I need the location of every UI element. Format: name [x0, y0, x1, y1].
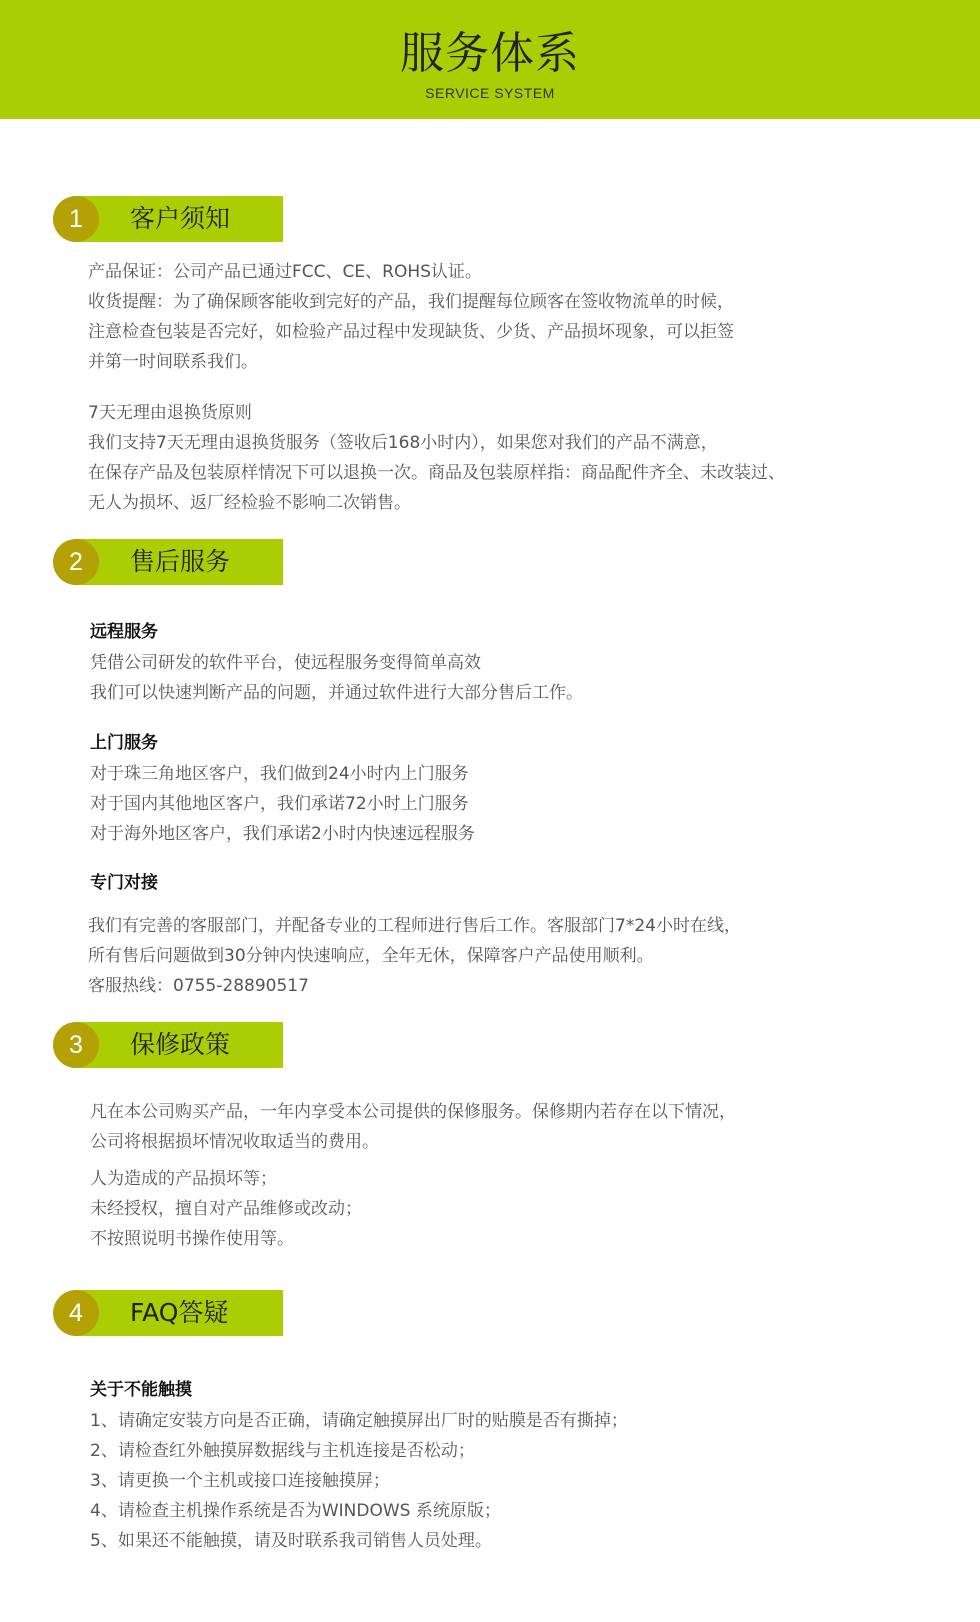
section-title: 售后服务 — [130, 547, 231, 576]
text-line: 产品保证：公司产品已通过FCC、CE、ROHS认证。 — [88, 262, 482, 282]
touch-issue-heading: 关于不能触摸 — [90, 1380, 192, 1400]
section-header-customer-notice — [53, 196, 283, 242]
section-title: 客户须知 — [130, 204, 231, 233]
service-hotline: 客服热线：0755-28890517 — [88, 976, 309, 996]
warranty-exclusions-list — [90, 1164, 362, 1254]
list-item: 人为造成的产品损坏等； — [90, 1169, 277, 1189]
list-item: 3、请更换一个主机或接口连接触摸屏； — [90, 1471, 390, 1491]
warranty-intro-paragraph — [90, 1097, 736, 1157]
list-item: 4、请检查主机操作系统是否为WINDOWS 系统原版； — [90, 1501, 501, 1521]
list-item: 1、请确定安装方向是否正确，请确定触摸屏出厂时的贴膜是否有撕掉； — [90, 1411, 628, 1431]
dedicated-contact-heading: 专门对接 — [90, 873, 158, 893]
customer-notice-guarantee-paragraph — [88, 257, 734, 377]
section-number-badge: 1 — [53, 196, 99, 242]
page-subtitle: SERVICE SYSTEM — [425, 85, 555, 101]
customer-notice-return-policy-paragraph — [88, 398, 785, 518]
section-header-warranty — [53, 1022, 283, 1068]
touch-issue-steps-list — [90, 1406, 628, 1556]
text-line: 我们可以快速判断产品的问题，并通过软件进行大部分售后工作。 — [90, 683, 583, 703]
text-line: 对于国内其他地区客户，我们承诺72小时上门服务 — [90, 794, 469, 814]
text-line: 对于海外地区客户，我们承诺2小时内快速远程服务 — [90, 824, 475, 844]
list-item: 2、请检查红外触摸屏数据线与主机连接是否松动； — [90, 1441, 475, 1461]
section-header-after-sales — [53, 539, 283, 585]
onsite-service-heading: 上门服务 — [90, 733, 158, 753]
text-line: 我们有完善的客服部门，并配备专业的工程师进行售后工作。客服部门7*24小时在线， — [88, 916, 741, 936]
section-number-badge: 4 — [53, 1290, 99, 1336]
dedicated-contact-paragraph — [88, 911, 741, 1001]
text-line: 凡在本公司购买产品，一年内享受本公司提供的保修服务。保修期内若存在以下情况， — [90, 1102, 736, 1122]
text-line: 公司将根据损坏情况收取适当的费用。 — [90, 1132, 379, 1152]
text-line: 无人为损坏、返厂经检验不影响二次销售。 — [88, 493, 411, 513]
text-line: 7天无理由退换货原则 — [88, 403, 252, 423]
section-title: FAQ答疑 — [130, 1298, 229, 1327]
text-line: 对于珠三角地区客户，我们做到24小时内上门服务 — [90, 764, 469, 784]
onsite-service-paragraph — [90, 759, 475, 849]
remote-service-paragraph — [90, 648, 583, 708]
text-line: 所有售后问题做到30分钟内快速响应，全年无休，保障客户产品使用顺利。 — [88, 946, 654, 966]
text-line: 在保存产品及包装原样情况下可以退换一次。商品及包装原样指：商品配件齐全、未改装过、 — [88, 463, 785, 483]
text-line: 注意检查包装是否完好，如检验产品过程中发现缺货、少货、产品损坏现象，可以拒签 — [88, 322, 734, 342]
text-line: 收货提醒：为了确保顾客能收到完好的产品，我们提醒每位顾客在签收物流单的时候， — [88, 292, 734, 312]
remote-service-heading: 远程服务 — [90, 622, 158, 642]
list-item: 未经授权，擅自对产品维修或改动； — [90, 1199, 362, 1219]
section-header-faq — [53, 1290, 283, 1336]
text-line: 凭借公司研发的软件平台，使远程服务变得简单高效 — [90, 653, 481, 673]
section-title: 保修政策 — [130, 1030, 231, 1059]
section-number-badge: 3 — [53, 1022, 99, 1068]
text-line: 并第一时间联系我们。 — [88, 352, 258, 372]
section-number-badge: 2 — [53, 539, 99, 585]
header-banner — [0, 0, 980, 119]
text-line: 我们支持7天无理由退换货服务（签收后168小时内），如果您对我们的产品不满意， — [88, 433, 718, 453]
page-title: 服务体系 — [400, 28, 580, 79]
list-item: 不按照说明书操作使用等。 — [90, 1229, 294, 1249]
list-item: 5、如果还不能触摸，请及时联系我司销售人员处理。 — [90, 1531, 492, 1551]
